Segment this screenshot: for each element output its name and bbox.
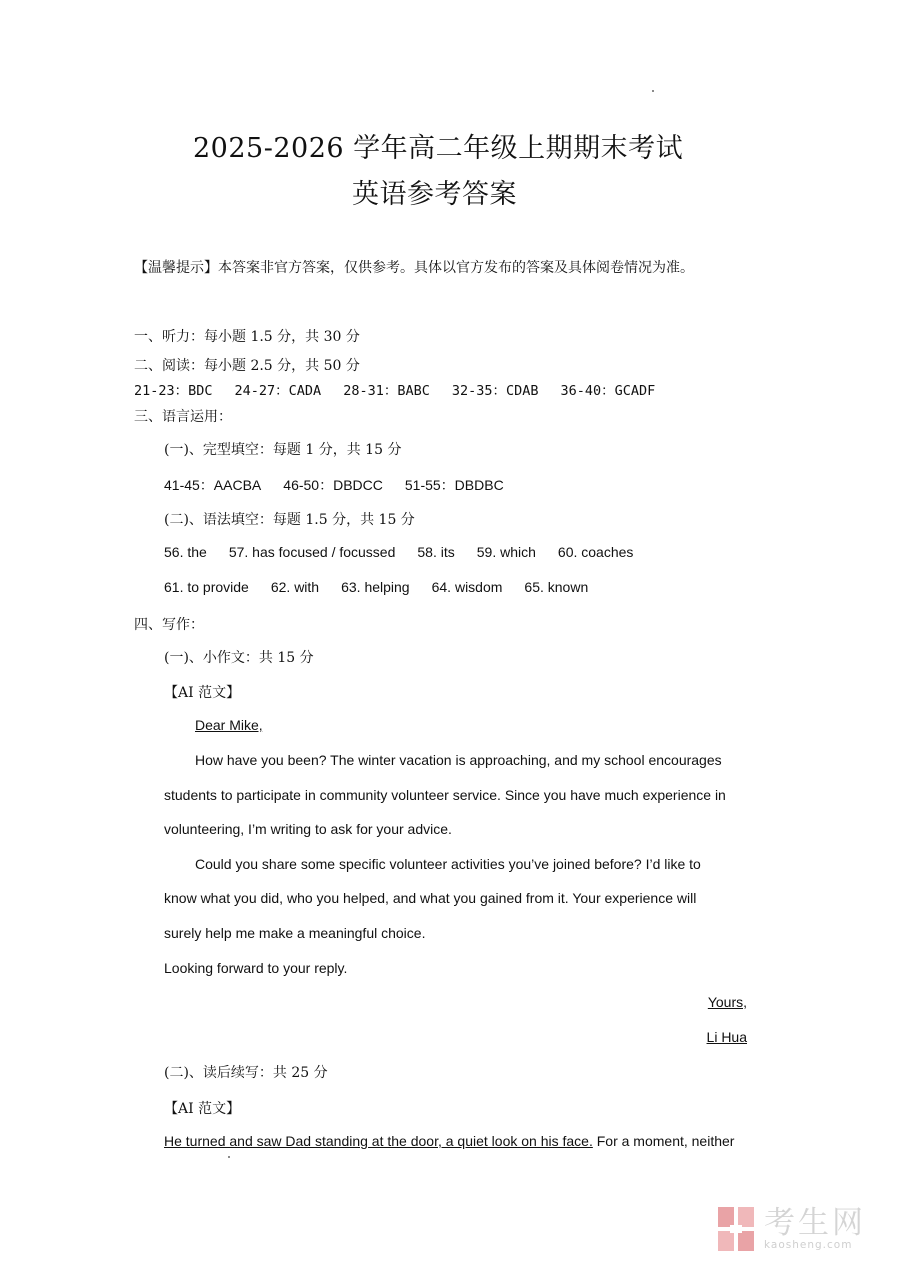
letter-body-line: Could you share some specific volunteer activities you’ve joined before? I’d like to bbox=[195, 856, 701, 872]
watermark bbox=[716, 1205, 866, 1253]
grammar-answer: 62. with bbox=[270, 579, 320, 595]
section-language-use: 三、语言运用： bbox=[134, 409, 232, 425]
cloze-answers bbox=[164, 475, 504, 495]
scan-dot bbox=[652, 90, 654, 92]
cloze-answer: 51-55：DBDBC bbox=[404, 477, 504, 493]
grammar-answer: 58. its bbox=[417, 544, 455, 560]
watermark-name: 考生网 bbox=[764, 1205, 866, 1241]
continuation-underlined: He turned and saw Dad standing at the door, a quiet look on his face. bbox=[164, 1133, 593, 1149]
grammar-answers-row2 bbox=[164, 579, 588, 595]
grammar-answer: 56. the bbox=[164, 544, 207, 560]
scan-dot bbox=[228, 1156, 230, 1158]
section-listening: 一、听力：每小题 1.5 分，共 30 分 bbox=[134, 329, 360, 345]
letter-body-line: surely help me make a meaningful choice. bbox=[164, 925, 426, 941]
grammar-answer: 57. has focused / focussed bbox=[228, 544, 396, 560]
ai-sample-label: 【AI 范文】 bbox=[164, 1101, 241, 1117]
section-reading: 二、阅读：每小题 2.5 分，共 50 分 bbox=[134, 358, 360, 374]
section-writing: 四、写作： bbox=[134, 617, 204, 633]
grammar-answer: 64. wisdom bbox=[431, 579, 503, 595]
letter-body-line: know what you did, who you helped, and what you gained from it. Your experience will bbox=[164, 890, 697, 906]
letter-closing: Looking forward to your reply. bbox=[164, 960, 348, 976]
reading-answer: 28-31：BABC bbox=[343, 383, 430, 399]
grammar-heading: (二)、语法填空：每题 1.5 分，共 15 分 bbox=[164, 512, 415, 528]
reading-answer: 32-35：CDAB bbox=[451, 383, 539, 399]
grammar-answer: 63. helping bbox=[341, 579, 410, 595]
cloze-heading: (一)、完型填空：每题 1 分，共 15 分 bbox=[164, 442, 402, 458]
continuation-text bbox=[164, 1133, 734, 1149]
reading-answers bbox=[134, 379, 655, 399]
cloze-answer: 41-45：AACBA bbox=[164, 477, 262, 493]
grammar-answer: 59. which bbox=[476, 544, 536, 560]
continuation-heading: (二)、读后续写：共 25 分 bbox=[164, 1065, 328, 1081]
grammar-answers-row1 bbox=[164, 544, 633, 560]
watermark-logo-icon bbox=[716, 1205, 756, 1253]
watermark-url: kaosheng.com bbox=[764, 1239, 853, 1251]
letter-body-line: volunteering, I’m writing to ask for your advice. bbox=[164, 821, 452, 837]
page-title: 2025-2026 学年高二年级上期期末考试 bbox=[193, 133, 684, 164]
cloze-answer: 46-50：DBDCC bbox=[283, 477, 383, 493]
page-subtitle: 英语参考答案 bbox=[352, 179, 517, 210]
grammar-answer: 65. known bbox=[524, 579, 589, 595]
short-essay-heading: (一)、小作文：共 15 分 bbox=[164, 650, 314, 666]
notice-text: 【温馨提示】本答案非官方答案，仅供参考。具体以官方发布的答案及具体阅卷情况为准。 bbox=[134, 260, 694, 276]
reading-answer: 24-27：CADA bbox=[234, 383, 322, 399]
letter-body-line: How have you been? The winter vacation is approaching, and my school encourages bbox=[195, 752, 722, 768]
reading-answer: 36-40：GCADF bbox=[560, 383, 656, 399]
grammar-answer: 61. to provide bbox=[164, 579, 249, 595]
letter-salutation: Dear Mike, bbox=[195, 717, 263, 733]
continuation-rest: For a moment, neither bbox=[592, 1133, 735, 1149]
ai-sample-label: 【AI 范文】 bbox=[164, 685, 241, 701]
letter-sign-off: Yours, bbox=[707, 994, 747, 1010]
letter-signature: Li Hua bbox=[706, 1029, 747, 1045]
grammar-answer: 60. coaches bbox=[557, 544, 634, 560]
reading-answer: 21-23：BDC bbox=[134, 383, 213, 399]
letter-body-line: students to participate in community volunteer service. Since you have much experience in bbox=[164, 787, 726, 803]
